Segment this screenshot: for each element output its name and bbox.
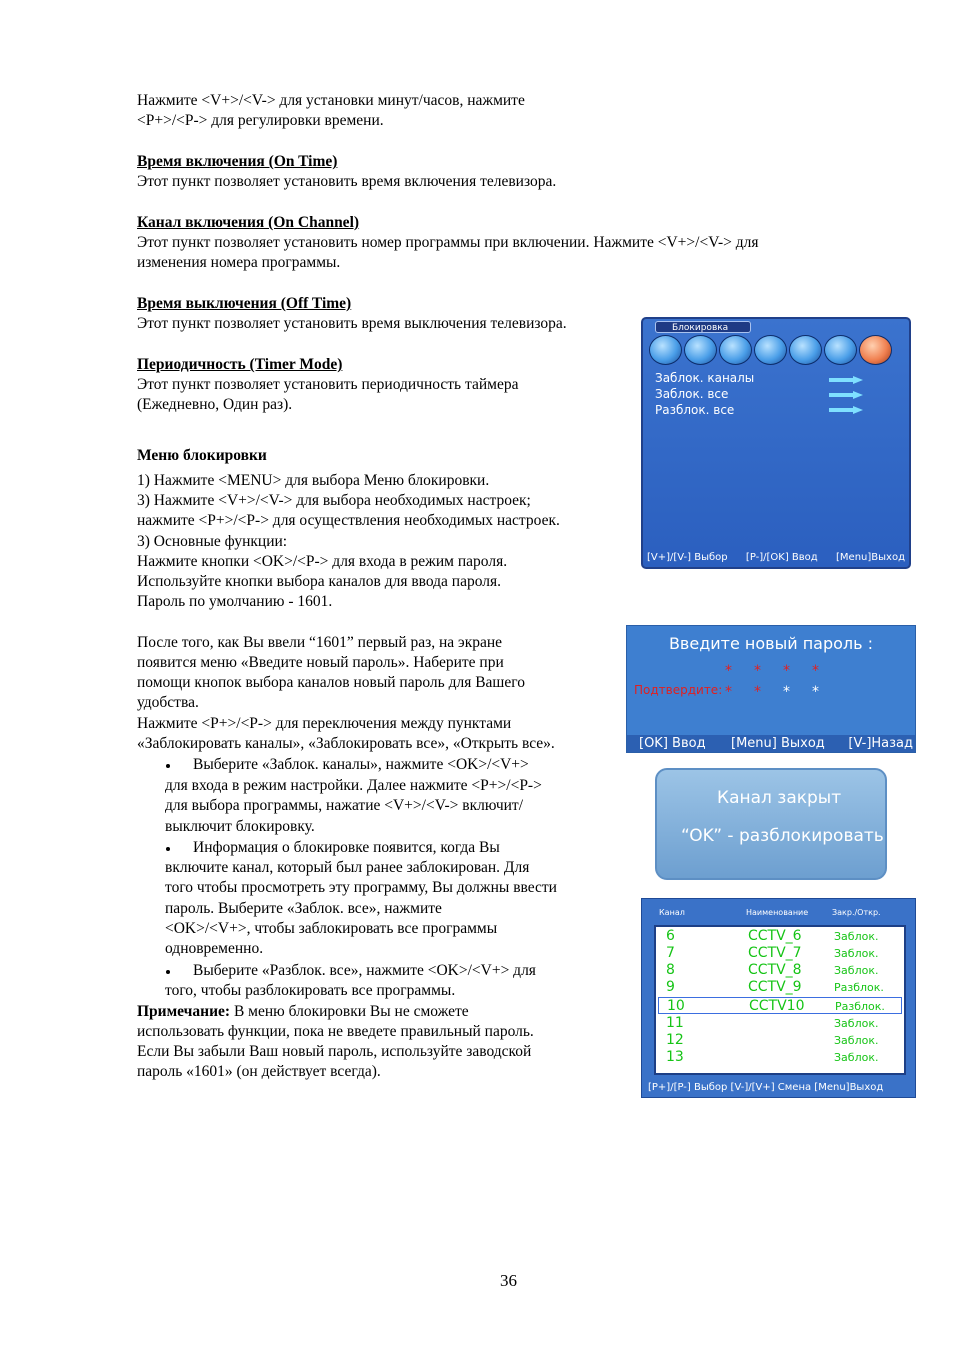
lock-menu-tab: Блокировка [655,321,751,333]
unlock-hint: “OK” - разблокировать [681,826,884,846]
channel-status: Заблок. [834,964,879,977]
arrow-icon [829,406,863,414]
table-row [656,1032,904,1049]
bullet-1-line-2: для входа в режим настройки. Далее нажмите <P+>/<P-> [165,777,542,794]
password-screenshot [626,625,916,753]
channel-status: Заблок. [834,1051,879,1064]
para-line-3: помощи кнопок выбора каналов новый пароль для Вашего [137,674,525,691]
table-row [656,1015,904,1032]
channel-name: CCTV10 [749,998,805,1014]
on-time-text: Этот пункт позволяет установить время включения телевизора. [137,173,557,190]
intro-line-2: <P+>/<P-> для регулировки времени. [137,112,384,129]
col-header-channel: Канал [659,908,685,917]
channel-icon [719,335,752,365]
page-number: 36 [500,1271,517,1290]
clock-icon [824,335,857,365]
channel-number: 7 [666,945,675,961]
menu-item-lock-all: Заблок. все [655,387,729,401]
on-channel-text-2: изменения номера программы. [137,254,341,271]
password-star: * [725,663,732,679]
table-row [656,928,904,945]
bullet-1-line-1: Выберите «Заблок. каналы», нажмите <OK>/<V+> [193,756,529,773]
timer-mode-heading: Периодичность (Timer Mode) [137,356,343,373]
bullet-2-line-4: пароль. Выберите «Заблок. все», нажмите [165,900,442,917]
channel-closed-title: Канал закрыт [717,788,842,808]
password-star: * [783,663,790,679]
bullet-2-line-1: Информация о блокировке появится, когда Вы [193,839,500,856]
off-time-text: Этот пункт позволяет установить время выключения телевизора. [137,315,567,332]
note-line-3: Если Вы забыли Ваш новый пароль, используйте заводской [137,1043,532,1060]
table-row [656,1049,904,1066]
channel-table [654,925,906,1075]
bullet-2-line-3: того чтобы просмотреть эту программу, Вы должны ввести [165,879,557,896]
para-line-1: После того, как Вы ввели “1601” первый раз, на экране [137,634,503,651]
channel-number: 11 [666,1015,684,1031]
sound-icon [684,335,717,365]
channel-status: Заблок. [834,1017,879,1030]
footer-hint: [Menu]Выход [836,552,905,563]
channel-status: Заблок. [834,930,879,943]
lock-menu-footer [647,552,905,564]
bullet-2-line-5: <OK>/<V+>, чтобы заблокировать все программы [165,920,498,937]
confirm-label: Подтвердите: [634,683,723,697]
channel-number: 9 [666,979,675,995]
lock-step-3c: Пароль по умолчанию - 1601. [137,593,333,610]
footer-hint: [V-]Назад [848,736,913,751]
lock-step-1: 1) Нажмите <MENU> для выбора Меню блокировки. [137,472,490,489]
lock-step-3b: Используйте кнопки выбора каналов для ввода пароля. [137,573,502,590]
menu-item-unlock-all: Разблок. все [655,403,735,417]
note-line-4: пароль «1601» (он действует всегда). [137,1063,381,1080]
channel-status: Заблок. [834,947,879,960]
off-time-heading: Время выключения (Off Time) [137,295,352,312]
confirm-star: * [812,684,819,700]
channel-number: 10 [667,998,685,1014]
function-icon [754,335,787,365]
footer-hint: [V+]/[V-] Выбор [647,552,728,563]
on-time-heading: Время включения (On Time) [137,153,338,170]
channel-list-screenshot [641,898,916,1098]
arrow-icon [829,391,863,399]
table-row [656,945,904,962]
channel-list-footer: [P+]/[P-] Выбор [V-]/[V+] Смена [Menu]Выход [648,1082,884,1093]
note-line-1 [137,1002,469,1022]
para-line-5: Нажмите <P+>/<P-> для переключения между пунктами [137,715,512,732]
intro-line-1: Нажмите <V+>/<V-> для установки минут/часов, нажмите [137,92,525,109]
password-footer [627,735,915,752]
confirm-star: * [783,684,790,700]
para-line-2: появится меню «Введите новый пароль». Наберите при [137,654,504,671]
timer-mode-text-1: Этот пункт позволяет установить периодичность таймера [137,376,519,393]
channel-status: Заблок. [834,1034,879,1047]
channel-name: CCTV_7 [748,945,802,961]
channel-name: CCTV_6 [748,928,802,944]
lock-step-2: 3) Нажмите <V+>/<V-> для выбора необходимых настроек; [137,492,531,509]
channel-name: CCTV_9 [748,979,802,995]
para-line-6: «Заблокировать каналы», «Заблокировать все», «Открыть все». [137,735,555,752]
table-row-selected [658,997,902,1014]
lock-menu-screenshot [641,317,911,569]
confirm-star: * [725,684,732,700]
lock-step-3: 3) Основные функции: [137,533,288,550]
lock-icon [859,335,892,365]
channel-number: 12 [666,1032,684,1048]
bullet-3-line-1: Выберите «Разблок. все», нажмите <OK>/<V+> для [193,962,536,979]
lock-menu-heading: Меню блокировки [137,447,267,464]
confirm-star: * [754,684,761,700]
table-row [656,962,904,979]
table-row [656,979,904,996]
bullet-2-line-2: включите канал, который был ранее заблокирован. Для [165,859,530,876]
channel-status: Разблок. [834,981,884,994]
col-header-status: Закр./Откр. [832,908,881,917]
bullet-3-line-2: того, чтобы разблокировать все программы. [165,982,456,999]
channel-number: 6 [666,928,675,944]
on-channel-heading: Канал включения (On Channel) [137,214,360,231]
note-label: Примечание: [137,1003,231,1020]
footer-hint: [OK] Ввод [639,736,706,751]
para-line-4: удобства. [137,694,199,711]
lock-step-2b: нажмите <P+>/<P-> для осуществления необходимых настроек. [137,512,560,529]
setup-icon [789,335,822,365]
menu-item-lock-channels: Заблок. каналы [655,371,755,385]
on-channel-text-1: Этот пункт позволяет установить номер программы при включении. Нажмите <V+>/<V-> для [137,234,759,251]
col-header-name: Наименование [746,908,809,917]
picture-icon [649,335,682,365]
channel-closed-screenshot [655,768,887,880]
bullet-3 [166,970,170,974]
channel-status: Разблок. [835,1000,885,1013]
arrow-icon [829,376,863,384]
footer-hint: [Menu] Выход [731,736,825,751]
bullet-1-line-3: для выбора программы, нажатие <V+>/<V-> включит/ [165,797,524,814]
password-title: Введите новый пароль : [668,634,874,653]
channel-number: 13 [666,1049,684,1065]
bullet-1 [166,764,170,768]
bullet-1-line-4: выключит блокировку. [165,818,315,835]
note-line-2: использовать функции, пока не введете правильный пароль. [137,1023,534,1040]
note-text: В меню блокировки Вы не сможете [230,1003,469,1020]
timer-mode-text-2: (Ежедневно, Один раз). [137,396,293,413]
channel-name: CCTV_8 [748,962,802,978]
password-star: * [754,663,761,679]
password-star: * [812,663,819,679]
bullet-2 [166,847,170,851]
footer-hint: [P-]/[OK] Ввод [745,552,818,563]
channel-number: 8 [666,962,675,978]
bullet-2-line-6: одновременно. [165,940,264,957]
lock-step-3a: Нажмите кнопки <OK>/<P-> для входа в режим пароля. [137,553,508,570]
